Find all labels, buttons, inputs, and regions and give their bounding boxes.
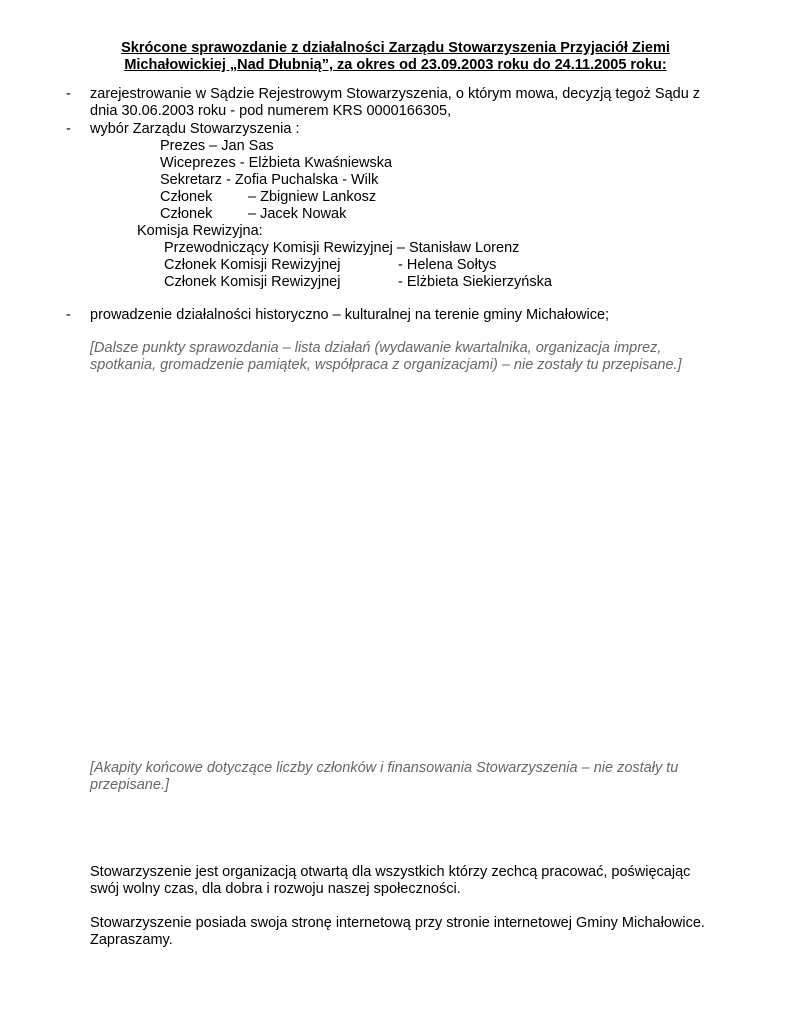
closing-placeholder: [Akapity końcowe dotyczące liczby członków i finansowania Stowarzyszenia – nie zostały tu przepisane.] [90,760,679,793]
list-bullet: - [66,307,71,323]
activities-placeholder: [Dalsze punkty sprawozdania – lista działań (wydawanie kwartalnika, organizacja imprez, spotkania, gromadzenie pamiątek, współpraca z organizacjami) – nie zostały tu przepisane.] [90,340,682,373]
list-bullet: - [66,86,71,102]
audit-member-name: - Helena Sołtys [398,257,497,273]
board-member-role: Członek [160,206,213,222]
title-line-1: Skrócone sprawozdanie z działalności Zarządu Stowarzyszenia Przyjaciół Ziemi [121,40,670,56]
board-member-role: Wiceprezes - Elżbieta Kwaśniewska [160,155,393,171]
board-member-role: Sekretarz - Zofia Puchalska - Wilk [160,172,379,188]
audit-member-role: Członek Komisji Rewizyjnej [164,274,341,290]
board-member-name: – Jacek Nowak [248,206,347,222]
registration-item: zarejestrowanie w Sądzie Rejestrowym Stowarzyszenia, o którym mowa, decyzją tegoż Sądu z dnia 30.06.2003 roku - pod numerem KRS 0000166305, [90,86,701,119]
board-election-item: wybór Zarządu Stowarzyszenia : [90,121,300,137]
website-paragraph: Stowarzyszenie posiada swoja stronę internetową przy stronie internetowej Gminy Michałowice. Zapraszamy. [90,915,705,948]
board-member-name: – Zbigniew Lankosz [248,189,377,205]
audit-member-role: Przewodniczący Komisji Rewizyjnej – Stanisław Lorenz [164,240,520,256]
open-organization-paragraph: Stowarzyszenie jest organizacją otwartą dla wszystkich którzy zechcą pracować, poświęcając swój wolny czas, dla dobra i rozwoju naszej społeczności. [90,864,691,897]
board-member-role: Prezes – Jan Sas [160,138,274,154]
audit-member-name: - Elżbieta Siekierzyńska [398,274,552,290]
board-member-role: Członek [160,189,213,205]
audit-committee-heading: Komisja Rewizyjna: [137,223,263,239]
report-title [50,40,741,74]
list-bullet: - [66,121,71,137]
title-line-2: Michałowickiej „Nad Dłubnią”, za okres od 23.09.2003 roku do 24.11.2005 roku: [124,57,667,73]
activities-item: prowadzenie działalności historyczno – kulturalnej na terenie gminy Michałowice; [90,307,610,323]
audit-member-role: Członek Komisji Rewizyjnej [164,257,341,273]
